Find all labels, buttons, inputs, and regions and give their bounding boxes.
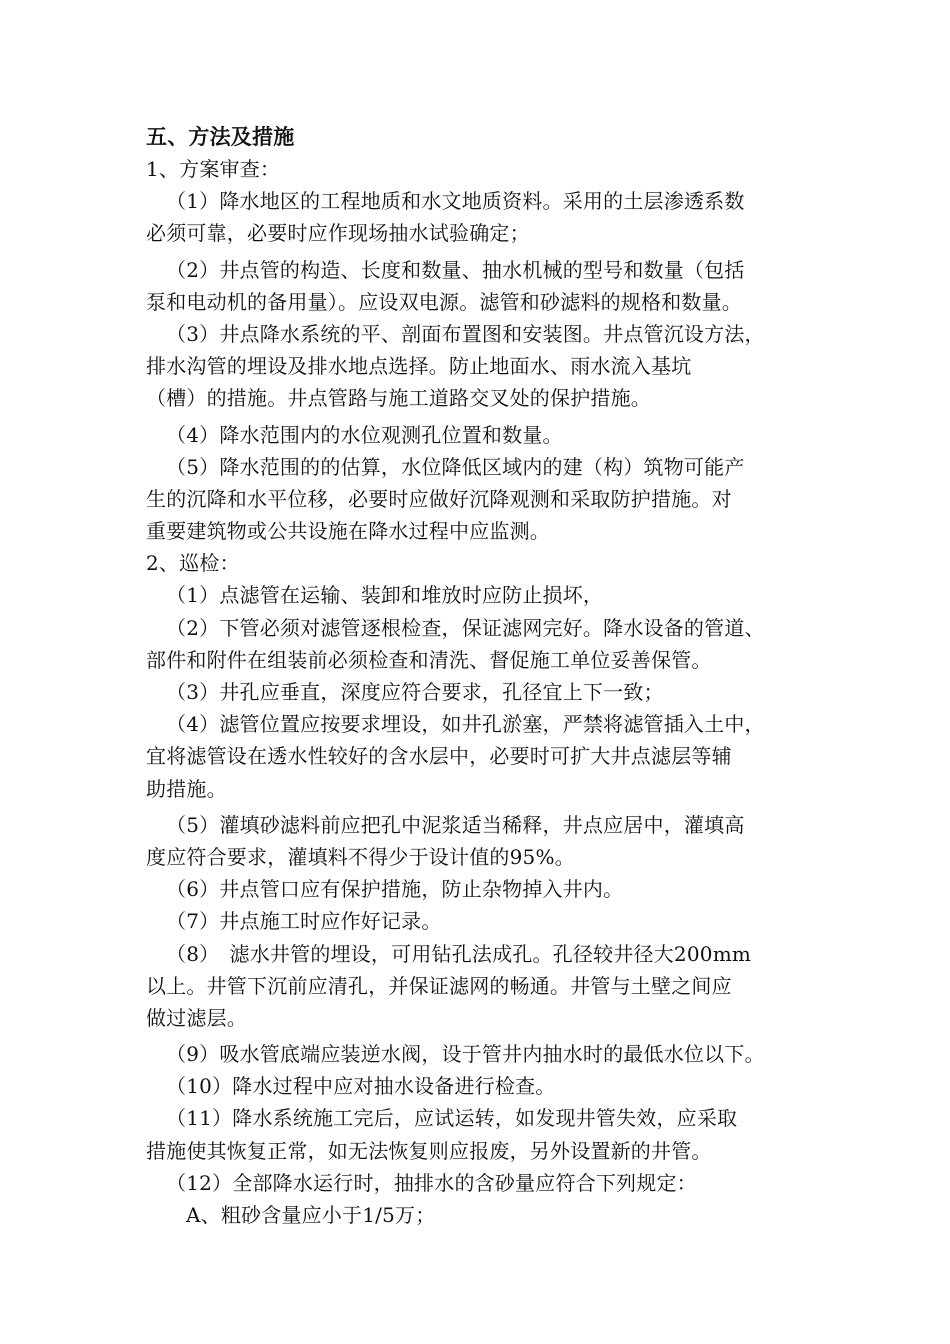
paragraph-line: （4）滤管位置应按要求埋设，如井孔淤塞，严禁将滤管插入土中，: [166, 712, 765, 737]
paragraph-line: （6）井点管口应有保护措施，防止杂物掉入井内。: [166, 877, 624, 902]
section-title: 五、方法及措施: [146, 124, 295, 149]
paragraph-line: 泵和电动机的备用量）。应设双电源。滤管和砂滤料的规格和数量。: [146, 289, 742, 314]
paragraph-line: 必须可靠，必要时应作现场抽水试验确定；: [146, 221, 530, 246]
paragraph-line: （1）降水地区的工程地质和水文地质资料。采用的土层渗透系数: [166, 189, 745, 214]
paragraph-line: （4）降水范围内的水位观测孔位置和数量。: [166, 422, 563, 447]
paragraph-line: （2）井点管的构造、长度和数量、抽水机械的型号和数量（包括: [166, 257, 745, 282]
paragraph-line: （10）降水过程中应对抽水设备进行检查。: [166, 1074, 556, 1099]
paragraph-line: （5）灌填砂滤料前应把孔中泥浆适当稀释，井点应居中，灌填高: [166, 812, 745, 837]
paragraph-line: （5）降水范围的的估算，水位降低区域内的建（构）筑物可能产: [166, 454, 745, 479]
paragraph-line: 以上。井管下沉前应清孔，并保证滤网的畅通。井管与土壁之间应: [146, 973, 732, 998]
paragraph-line: 部件和附件在组装前必须检查和清洗、督促施工单位妥善保管。: [146, 647, 712, 672]
paragraph-line: （9）吸水管底端应装逆水阀，设于管井内抽水时的最低水位以下。: [166, 1042, 765, 1067]
subsection-heading: 2、巡检：: [146, 551, 240, 576]
paragraph-line: 度应符合要求，灌填料不得少于设计值的95%。: [146, 844, 575, 869]
document-body: [146, 120, 812, 1231]
paragraph-line: 助措施。: [146, 776, 227, 801]
paragraph-line: 重要建筑物或公共设施在降水过程中应监测。: [146, 519, 550, 544]
paragraph-line: （2）下管必须对滤管逐根检查，保证滤网完好。降水设备的管道、: [166, 615, 765, 640]
paragraph-line: 做过滤层。: [146, 1005, 247, 1030]
subsection-heading: 1、方案审查：: [146, 157, 281, 181]
paragraph-line: （1）点滤管在运输、装卸和堆放时应防止损坏，: [166, 583, 604, 608]
paragraph-line: 措施使其恢复正常，如无法恢复则应报废，另外设置新的井管。: [146, 1138, 712, 1163]
paragraph-line: （12）全部降水运行时，抽排水的含砂量应符合下列规定：: [166, 1170, 697, 1195]
paragraph-line: 生的沉降和水平位移，必要时应做好沉降观测和采取防护措施。对: [146, 486, 732, 511]
paragraph-line: 宜将滤管设在透水性较好的含水层中，必要时可扩大井点滤层等辅: [146, 744, 732, 769]
paragraph-line: （3）井孔应垂直，深度应符合要求，孔径宜上下一致；: [166, 680, 664, 704]
paragraph-line: （7）井点施工时应作好记录。: [166, 909, 442, 934]
paragraph-line: （11）降水系统施工完后，应试运转，如发现井管失效，应采取: [166, 1106, 738, 1131]
paragraph-line: （8） 滤水井管的埋设，可用钻孔法成孔。孔径较井径大200mm: [166, 941, 752, 966]
paragraph-line: 排水沟管的埋设及排水地点选择。防止地面水、雨水流入基坑: [146, 354, 692, 379]
paragraph-line: （槽）的措施。井点管路与施工道路交叉处的保护措施。: [146, 386, 651, 411]
paragraph-line: A、粗砂含量应小于1/5万；: [186, 1203, 436, 1227]
paragraph-line: （3）井点降水系统的平、剖面布置图和安装图。井点管沉设方法，: [166, 321, 765, 346]
